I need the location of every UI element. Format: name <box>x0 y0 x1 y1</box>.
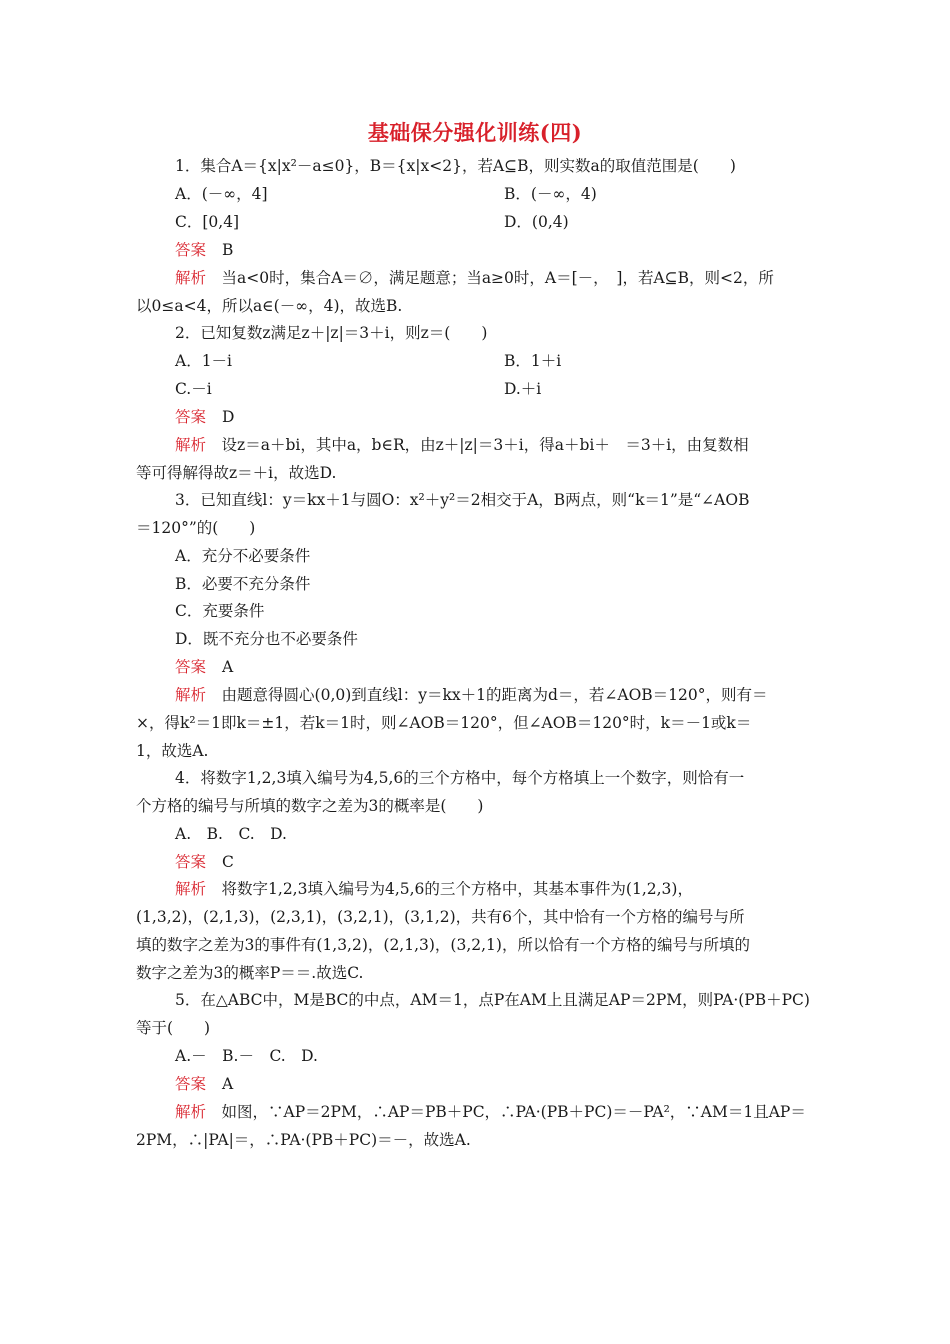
q3-stem-line-2: ＝120°”的( ) <box>136 519 256 537</box>
q2-option-d: D.＋i <box>504 380 542 398</box>
q3-answer <box>175 657 233 677</box>
q2-analysis-text-1: 设z＝a＋bi，其中a，b∈R，由z＋|z|＝3＋i，得a＋bi＋ ＝3＋i，由复数相 <box>221 436 749 454</box>
q1-option-b: B．(－∞，4) <box>504 185 597 203</box>
q2-answer-value: D <box>222 408 235 426</box>
q5-stem-line-2: 等于( ) <box>136 1019 211 1037</box>
q5-stem-line-1: 5．在△ABC中，M是BC的中点，AM＝1，点P在AM上且满足AP＝2PM，则PA·(PB＋PC) <box>175 991 810 1009</box>
q2-answer <box>175 407 234 427</box>
answer-label: 答案 <box>175 853 207 871</box>
q4-answer <box>175 852 234 872</box>
q2-option-c: C.－i <box>175 380 212 398</box>
q3-answer-value: A <box>222 658 234 676</box>
q4-answer-value: C <box>222 853 234 871</box>
page-title: 基础保分强化训练(四) <box>367 120 583 145</box>
q4-analysis-text-1: 将数字1,2,3填入编号为4,5,6的三个方格中，其基本事件为(1,2,3)， <box>221 880 693 898</box>
q3-option-c: C．充要条件 <box>175 602 265 620</box>
q4-analysis-line-3: 填的数字之差为3的事件有(1,3,2)，(2,1,3)，(3,2,1)，所以恰有一个方格的编号与所填的 <box>136 936 750 954</box>
q1-analysis-line-1 <box>175 268 774 288</box>
q2-option-b: B．1＋i <box>504 352 562 370</box>
q2-stem: 2．已知复数z满足z＋|z|＝3＋i，则z＝( ) <box>175 324 488 342</box>
q3-stem-line-1: 3．已知直线l：y＝kx＋1与圆O：x²＋y²＝2相交于A，B两点，则“k＝1”是“∠AOB <box>175 491 750 509</box>
q4-stem-line-1: 4．将数字1,2,3填入编号为4,5,6的三个方格中，每个方格填上一个数字，则恰有一 <box>175 769 745 787</box>
q1-option-d: D．(0,4) <box>504 213 569 231</box>
q3-analysis-line-3: 1，故选A. <box>136 742 209 760</box>
q1-option-a: A．(－∞，4] <box>175 185 268 203</box>
q3-option-d: D．既不充分也不必要条件 <box>175 630 358 648</box>
q3-option-b: B．必要不充分条件 <box>175 575 311 593</box>
answer-label: 答案 <box>175 408 207 426</box>
q5-options: A.－ B.－ C. D. <box>175 1047 318 1065</box>
q5-analysis-text-1: 如图，∵AP＝2PM，∴AP＝PB＋PC，∴PA·(PB＋PC)＝－PA²，∵AM＝1且AP＝ <box>221 1103 806 1121</box>
q1-analysis-line-2: 以0≤a<4，所以a∈(－∞，4)，故选B. <box>136 297 403 315</box>
q4-analysis-line-2: (1,3,2)，(2,1,3)，(2,3,1)，(3,2,1)，(3,1,2)，共有6个，其中恰有一个方格的编号与所 <box>136 908 745 926</box>
q4-analysis-line-1 <box>175 879 693 899</box>
analysis-label: 解析 <box>175 880 207 898</box>
analysis-label: 解析 <box>175 686 207 704</box>
q5-analysis-line-2: 2PM，∴|PA|＝，∴PA·(PB＋PC)＝－，故选A. <box>136 1131 471 1149</box>
q5-answer <box>175 1074 233 1094</box>
q2-option-a: A．1－i <box>175 352 233 370</box>
answer-label: 答案 <box>175 1075 207 1093</box>
q1-stem: 1．集合A＝{x|x²－a≤0}，B＝{x|x<2}，若A⊆B，则实数a的取值范围是( ) <box>175 157 736 175</box>
q3-analysis-text-1: 由题意得圆心(0,0)到直线l：y＝kx＋1的距离为d＝，若∠AOB＝120°，则有＝ <box>221 686 768 704</box>
analysis-label: 解析 <box>175 1103 207 1121</box>
q2-analysis-line-1 <box>175 435 749 455</box>
q3-analysis-line-1 <box>175 685 768 705</box>
q4-options: A. B. C. D. <box>175 825 287 843</box>
q1-answer-value: B <box>222 241 234 259</box>
q3-option-a: A．充分不必要条件 <box>175 547 311 565</box>
analysis-label: 解析 <box>175 436 207 454</box>
q4-stem-line-2: 个方格的编号与所填的数字之差为3的概率是( ) <box>136 797 484 815</box>
q1-analysis-text-1: 当a<0时，集合A＝∅，满足题意；当a≥0时，A＝[－， ]，若A⊆B，则<2，所 <box>221 269 774 287</box>
q1-answer <box>175 240 233 260</box>
q3-analysis-line-2: ×，得k²＝1即k＝±1，若k＝1时，则∠AOB＝120°，但∠AOB＝120°时，k＝－1或k＝ <box>136 714 752 732</box>
q2-analysis-line-2: 等可得解得故z＝＋i，故选D. <box>136 464 337 482</box>
analysis-label: 解析 <box>175 269 207 287</box>
q4-analysis-line-4: 数字之差为3的概率P＝＝.故选C. <box>136 964 364 982</box>
answer-label: 答案 <box>175 658 207 676</box>
q5-analysis-line-1 <box>175 1102 806 1122</box>
q5-answer-value: A <box>222 1075 234 1093</box>
answer-label: 答案 <box>175 241 207 259</box>
q1-option-c: C．[0,4] <box>175 213 240 231</box>
